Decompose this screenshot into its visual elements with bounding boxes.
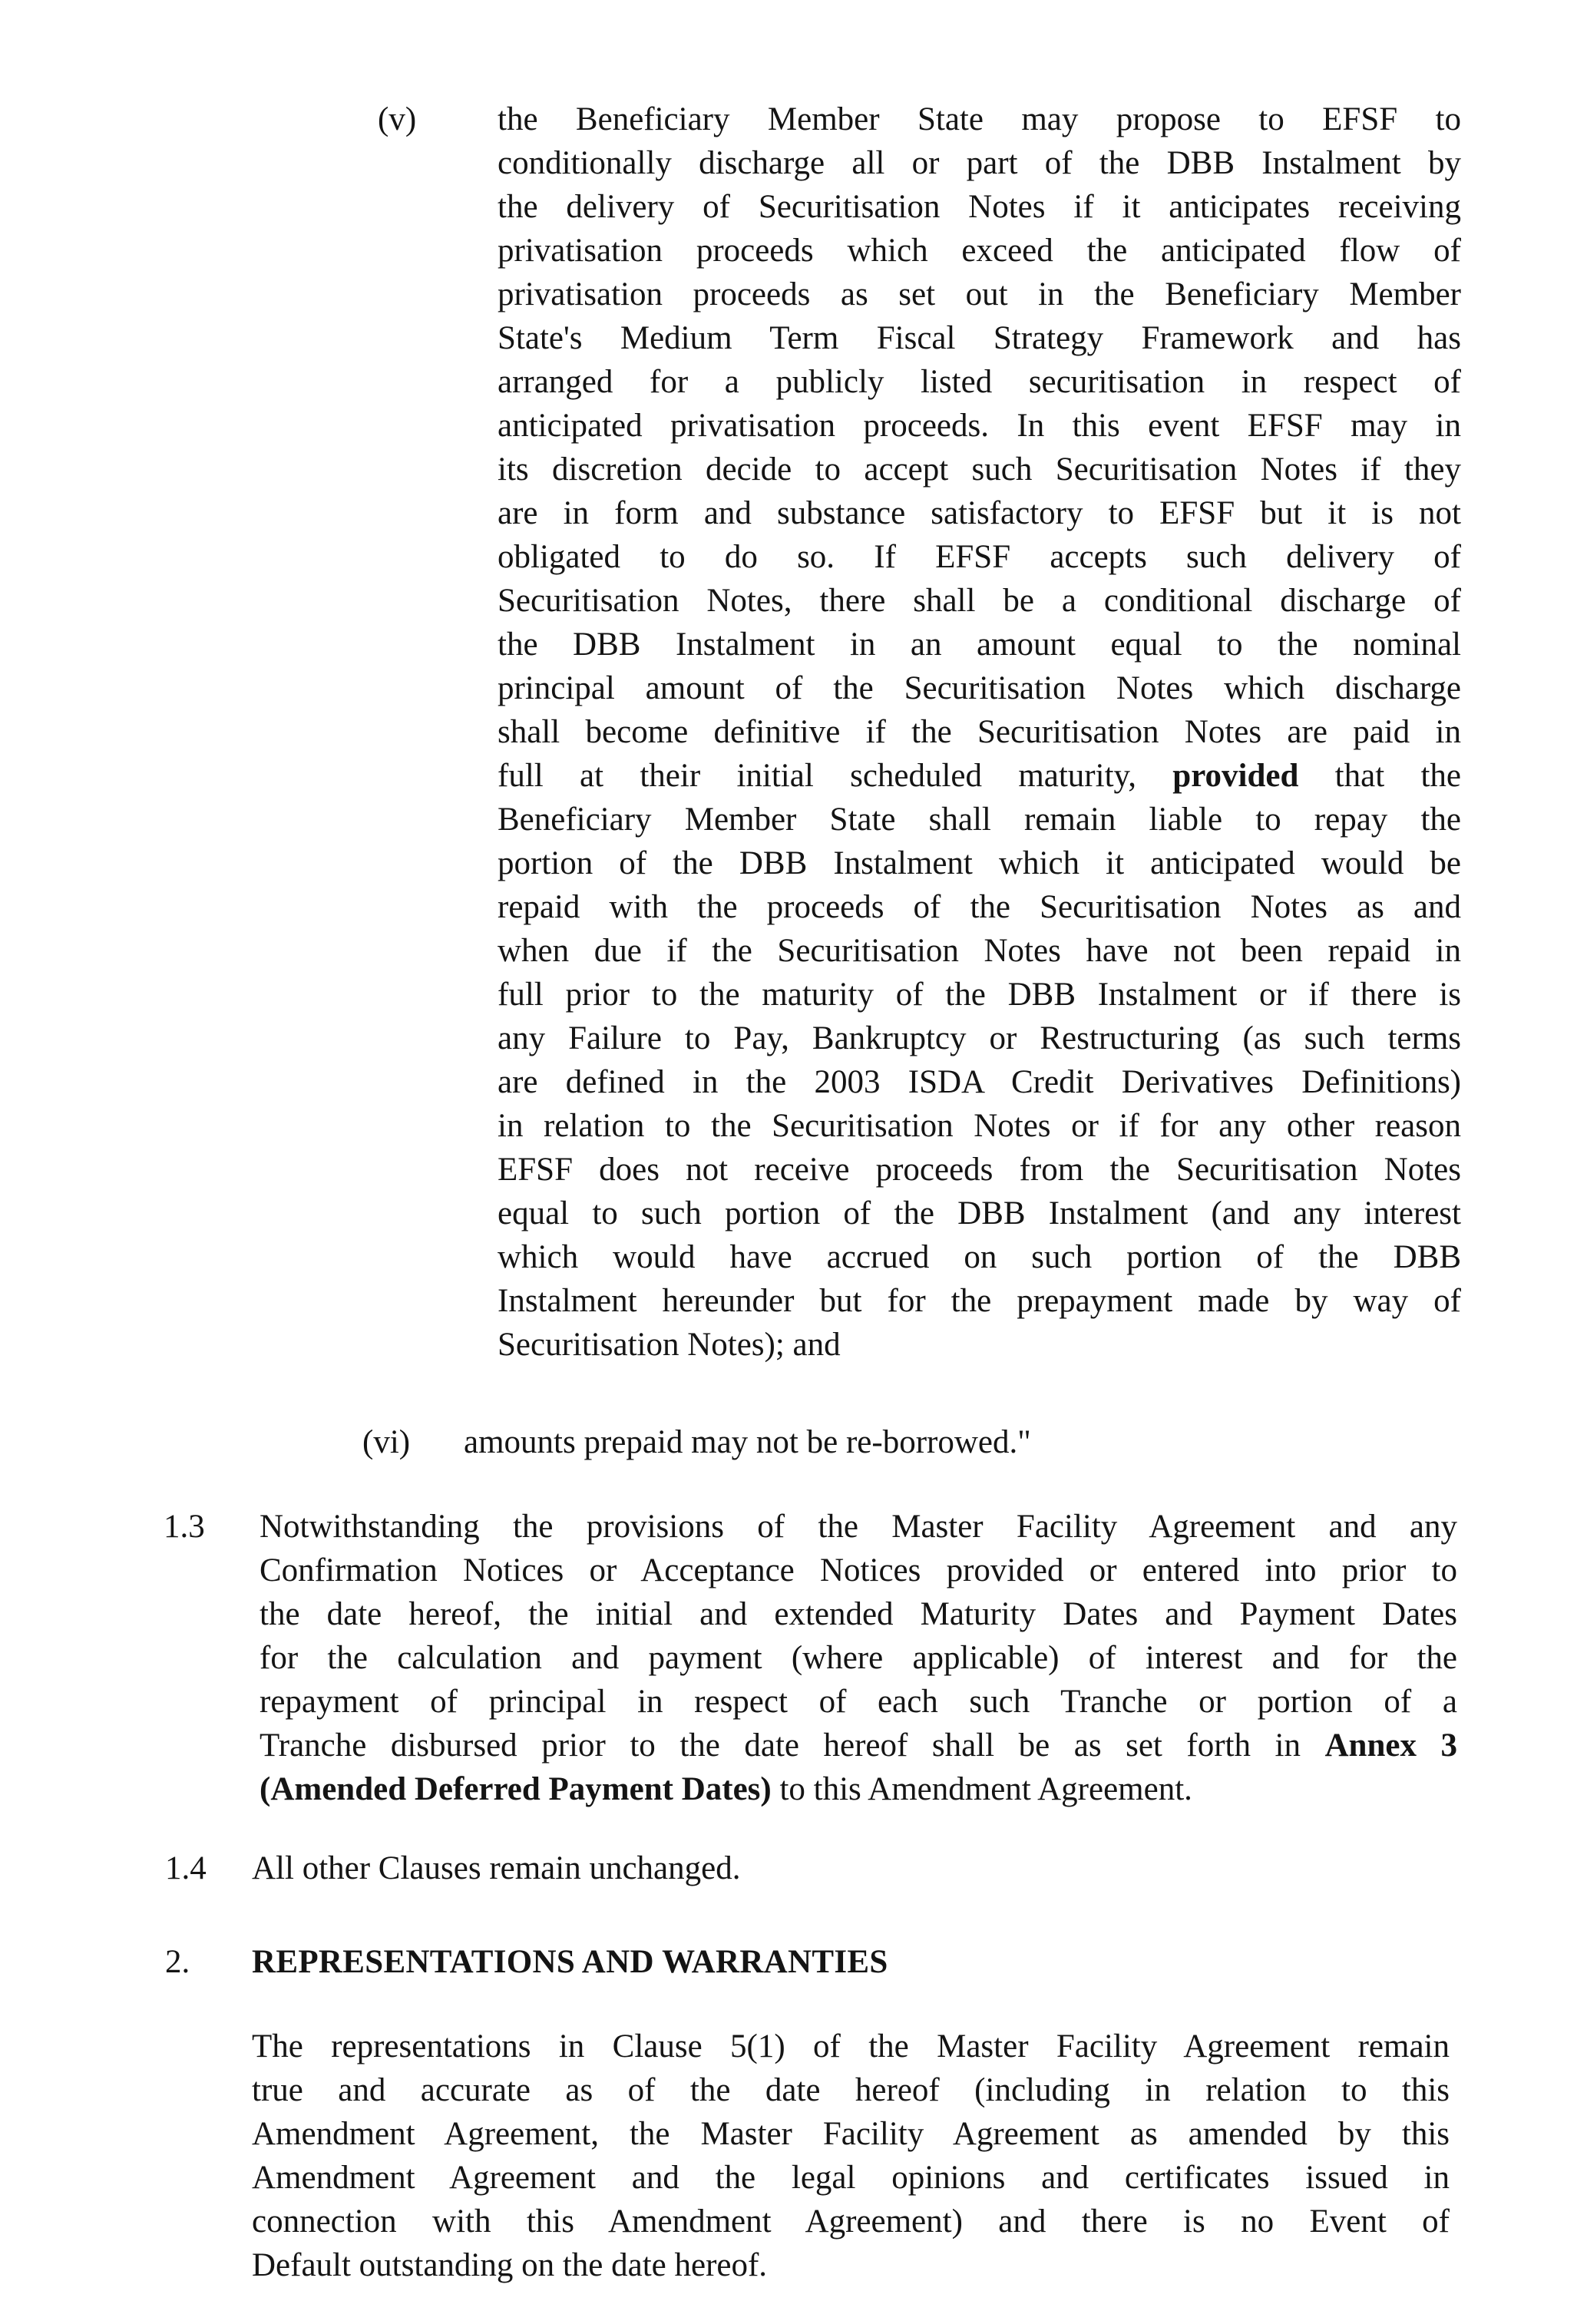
clause-v-text: [498, 98, 1461, 1367]
text-line: The representations in Clause 5(1) of the Master Facility Agreement remain: [252, 2028, 1450, 2064]
text-line: anticipated privatisation proceeds. In this event EFSF may in: [498, 408, 1461, 444]
text-line: Amendment Agreement, the Master Facility Agreement as amended by this: [252, 2116, 1450, 2152]
section-2-number: 2.: [165, 1944, 190, 1980]
text-line: Notwithstanding the provisions of the Master Facility Agreement and any: [260, 1509, 1457, 1545]
clause-1-3-text: [260, 1505, 1457, 1811]
text-line: equal to such portion of the DBB Instalment (and any interest: [498, 1195, 1461, 1231]
text-line: full prior to the maturity of the DBB Instalment or if there is: [498, 977, 1461, 1013]
clause-1-4-text: All other Clauses remain unchanged.: [252, 1850, 741, 1886]
text-line: privatisation proceeds which exceed the anticipated flow of: [498, 233, 1461, 269]
text-line: [260, 1767, 1457, 1811]
text-line: Securitisation Notes, there shall be a conditional discharge of: [498, 583, 1461, 619]
clause-vi-label: (vi): [362, 1424, 411, 1460]
text-line: are defined in the 2003 ISDA Credit Derivatives Definitions): [498, 1064, 1461, 1100]
text-line: the delivery of Securitisation Notes if it anticipates receiving: [498, 189, 1461, 225]
text-line: Instalment hereunder but for the prepayment made by way of: [498, 1283, 1461, 1319]
text-line: conditionally discharge all or part of the DBB Instalment by: [498, 145, 1461, 181]
text-line: portion of the DBB Instalment which it anticipated would be: [498, 845, 1461, 881]
text-line: shall become definitive if the Securitisation Notes are paid in: [498, 714, 1461, 750]
text-line: the date hereof, the initial and extended Maturity Dates and Payment Dates: [260, 1596, 1457, 1632]
text-line: Securitisation Notes); and: [498, 1327, 841, 1363]
clause-1-4-number: 1.4: [165, 1850, 207, 1886]
text-line: its discretion decide to accept such Securitisation Notes if they: [498, 451, 1461, 488]
text-line: for the calculation and payment (where applicable) of interest and for the: [260, 1640, 1457, 1676]
text-line: privatisation proceeds as set out in the Beneficiary Member: [498, 276, 1461, 312]
text-line: obligated to do so. If EFSF accepts such delivery of: [498, 539, 1461, 575]
text-line: arranged for a publicly listed securitisation in respect of: [498, 364, 1461, 400]
text-run: to this Amendment Agreement.: [771, 1771, 1192, 1807]
text-line: which would have accrued on such portion of the DBB: [498, 1239, 1461, 1275]
text-line: Confirmation Notices or Acceptance Notices provided or entered into prior to: [260, 1552, 1457, 1588]
text-line: Default outstanding on the date hereof.: [252, 2247, 768, 2283]
text-run: Tranche disbursed prior to the date hereof shall be as set forth in: [260, 1727, 1325, 1764]
text-line: [260, 1724, 1457, 1767]
text-line: repaid with the proceeds of the Securitisation Notes as and: [498, 889, 1461, 925]
text-line: are in form and substance satisfactory to EFSF but it is not: [498, 495, 1461, 531]
section-2-paragraph: [252, 2025, 1450, 2287]
text-line: the Beneficiary Member State may propose to EFSF to: [498, 101, 1461, 137]
text-line: [498, 754, 1461, 798]
text-line: repayment of principal in respect of each such Tranche or portion of a: [260, 1684, 1457, 1720]
text-run: that the: [1298, 758, 1461, 794]
text-line: the DBB Instalment in an amount equal to the nominal: [498, 626, 1461, 663]
text-line: connection with this Amendment Agreement) and there is no Event of: [252, 2203, 1450, 2240]
text-line: Amendment Agreement and the legal opinions and certificates issued in: [252, 2160, 1450, 2196]
clause-1-3-number: 1.3: [164, 1509, 205, 1545]
section-2-heading: REPRESENTATIONS AND WARRANTIES: [252, 1944, 888, 1980]
clause-vi-text: amounts prepaid may not be re-borrowed.": [464, 1424, 1031, 1460]
text-line: principal amount of the Securitisation Notes which discharge: [498, 670, 1461, 706]
clause-v-label: (v): [378, 101, 417, 137]
text-line: any Failure to Pay, Bankruptcy or Restructuring (as such terms: [498, 1020, 1461, 1056]
text-line: true and accurate as of the date hereof (including in relation to this: [252, 2072, 1450, 2108]
bold-term: (Amended Deferred Payment Dates): [260, 1771, 772, 1807]
bold-term: provided: [1172, 758, 1299, 794]
text-run: full at their initial scheduled maturity,: [498, 758, 1173, 794]
text-line: State's Medium Term Fiscal Strategy Framework and has: [498, 320, 1461, 356]
text-line: Beneficiary Member State shall remain liable to repay the: [498, 802, 1461, 838]
text-line: EFSF does not receive proceeds from the Securitisation Notes: [498, 1152, 1461, 1188]
text-line: in relation to the Securitisation Notes or if for any other reason: [498, 1108, 1461, 1144]
text-line: when due if the Securitisation Notes have not been repaid in: [498, 933, 1461, 969]
bold-term: Annex 3: [1324, 1727, 1458, 1764]
